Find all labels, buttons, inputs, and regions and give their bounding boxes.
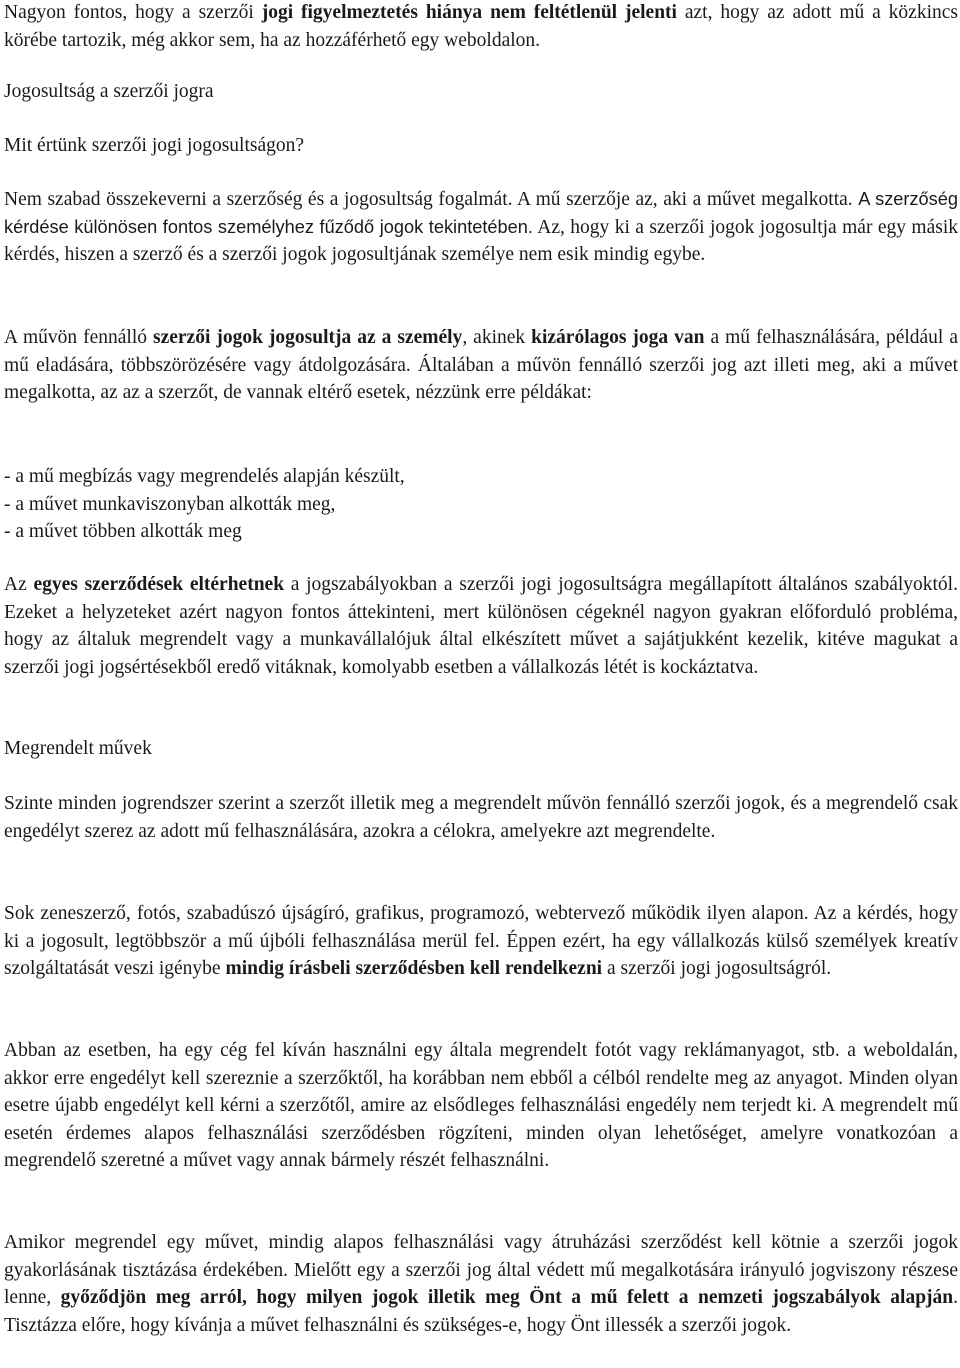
text-run: . Tisztázza előre, hogy kívánja a művet felhasználni és szükséges-e, hogy Önt illessék a szerzői jogok.	[4, 1287, 958, 1336]
text-run: a szerzői jogi jogosultságról.	[602, 958, 832, 979]
text-run: azt, hogy az adott mű a közkincs körébe tartozik, még akkor sem, ha az hozzáférhető egy weboldalon.	[4, 2, 959, 51]
paragraph-szabaduszo	[4, 900, 958, 983]
text-run: Nagyon fontos, hogy a szerzői	[4, 2, 262, 23]
text-run: Jogosultság a szerzői jogra	[4, 81, 214, 102]
heading-mit-ertunk	[4, 132, 958, 160]
text-run: , akinek	[462, 327, 532, 348]
list-item: - a művet munkaviszonyban alkották meg,	[4, 493, 336, 515]
bold-text-run: mindig írásbeli szerződésben kell rendelkezni	[225, 958, 603, 979]
text-run: Amikor megrendel egy művet, mindig alapos felhasználási vagy átruházási szerződést kell kötnie a szerzői jogok gyakorlásának tisztázása érdekében. Mielőtt egy a szerzői jog által védett mű megalkotására irányuló jogviszony részese lenne,	[4, 1232, 958, 1308]
example-list	[4, 463, 958, 546]
text-run: Mit értünk szerzői jogi jogosultságon?	[4, 135, 305, 156]
text-run: a mű felhasználására, például a mű eladására, többszörözésére vagy átdolgozására. Általában a művön fennálló szerzői jog azt illeti meg, aki a művet megalkotta, az az a szerzőt, de vannak eltérő esetek, nézzünk erre példákat:	[4, 327, 958, 403]
bold-text-run: szerzői jogok jogosultja az a személy	[153, 327, 463, 348]
bold-text-run: győződjön meg arról, hogy milyen jogok illetik meg Önt a mű felett a nemzeti jogszabályok alapján	[60, 1287, 954, 1308]
paragraph-atruhazas	[4, 1229, 958, 1339]
heading-jogosultsag	[4, 78, 958, 106]
list-item: - a művet többen alkották meg	[4, 521, 242, 542]
text-run: a jogszabályokban a szerzői jogi jogosultságra megállapított általános szabályoktól. Ezeket a helyzeteket azért nagyon fontos áttekinteni, mert különösen cégeknél nagyon gyakran előforduló probléma, hogy az általuk megrendelt vagy a munkavállalójuk által elkészített művet a sajátjukként kezelik, kitéve magukat a szerzői jogi jogsértésekből eredő vitáknak, komolyabb esetben a vállalkozás létét is kockáztatva.	[4, 574, 958, 678]
text-run: Az, hogy ki a szerzői jogok jogosultja már egy másik kérdés, hiszen a szerző és a szerzői jogok jogosultjának személye nem esik mindig egybe.	[4, 216, 958, 265]
paragraph-jogosultja	[4, 324, 958, 407]
bold-text-run: kizárólagos joga van	[531, 327, 705, 348]
text-run: Az	[4, 574, 34, 595]
text-run: Abban az esetben, ha egy cég fel kíván használni egy általa megrendelt fotót vagy reklámanyagot, stb. a weboldalán, akkor erre engedélyt kell szereznie a szerzőktől, ha korábban nem ebből a célból rendelte meg az anyagot. Minden olyan esetre újabb engedélyt kell kérni a szerzőtől, amire az elsődleges felhasználási engedély nem terjedt ki. A megrendelt mű esetén érdemes alapos felhasználási szerződésben rögzíteni, minden olyan lehetőséget, amelyre vonatkozóan a megrendelő szeretné a művet vagy annak bármely részét felhasználni.	[4, 1040, 958, 1171]
text-run: Szinte minden jogrendszer szerint a szerzőt illetik meg a megrendelt művön fennálló szerzői jogok, és a megrendelő csak engedélyt szerez az adott mű felhasználására, azokra a célokra, amelyekre azt megrendelte.	[4, 793, 958, 842]
paragraph-szerzodesek	[4, 571, 958, 681]
bold-text-run: egyes szerződések eltérhetnek	[33, 574, 285, 595]
text-run: Nem szabad összekeverni a szerzőség és a jogosultság fogalmát. A mű szerzője az, aki a művet megalkotta.	[4, 189, 859, 210]
text-run: A művön fennálló	[4, 327, 153, 348]
paragraph-warning	[4, 0, 958, 54]
heading-megrendelt-muvek	[4, 735, 958, 763]
list-item: - a mű megbízás vagy megrendelés alapján készült,	[4, 466, 405, 487]
text-run: Sok zeneszerző, fotós, szabadúszó újságíró, grafikus, programozó, webtervező működik ilyen alapon. Az a kérdés, hogy ki a jogosult, legtöbbször a mű újbóli felhasználása merül fel. Éppen ezért, ha egy vállalkozás külső személyek kreatív szolgáltatását veszi igénybe	[4, 903, 958, 979]
text-run: Megrendelt művek	[4, 738, 152, 759]
text-run: A szerzőség kérdése különösen fontos személyhez fűződő jogok tekintetében.	[4, 189, 958, 237]
bold-text-run: jogi figyelmeztetés hiánya nem feltétlenül jelenti	[261, 2, 677, 23]
paragraph-engedely	[4, 1037, 958, 1175]
paragraph-szerzoseg	[4, 186, 958, 269]
paragraph-jogrendszer	[4, 790, 958, 845]
